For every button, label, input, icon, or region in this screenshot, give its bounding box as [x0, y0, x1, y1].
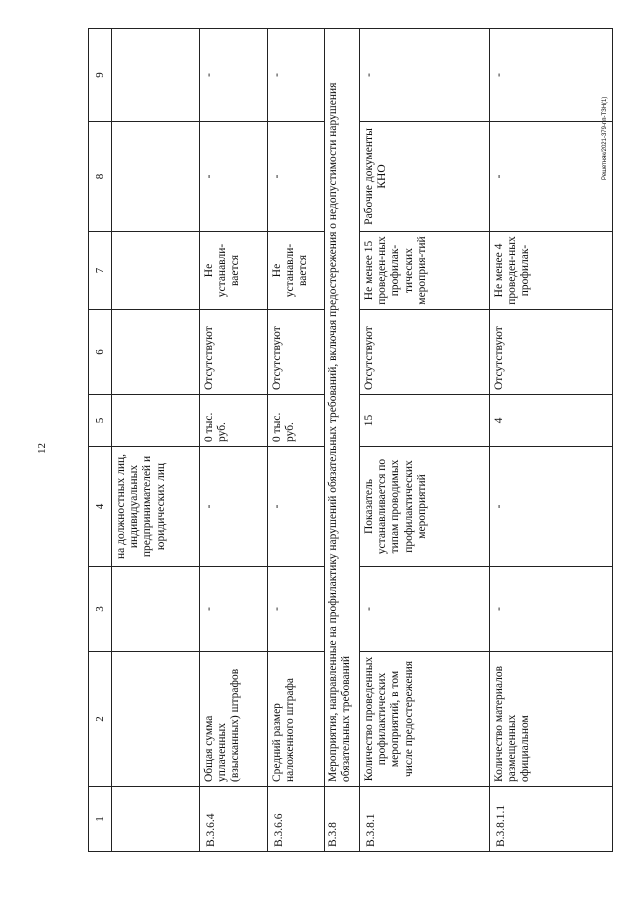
table-cell: Не менее 4 проведен-ных профилак-: [490, 232, 613, 310]
table-cell: -: [200, 122, 268, 232]
indicator-name: Количество проведенных профилактических мероприятий, в том числе предостережения: [360, 652, 490, 787]
column-number: 7: [89, 232, 112, 310]
table-row: [268, 29, 325, 852]
table-cell: -: [268, 29, 325, 122]
table-cell: [112, 29, 200, 122]
table-cell: [112, 787, 200, 852]
table-cell: -: [200, 29, 268, 122]
table-cell: -: [268, 447, 325, 567]
table-row: [112, 29, 200, 852]
column-number: 2: [89, 652, 112, 787]
table-cell: Отсутствуют: [268, 310, 325, 395]
table-cell: Рабочие документы КНО: [360, 122, 490, 232]
table-row: [490, 29, 613, 852]
table-cell: 0 тыс. руб.: [200, 395, 268, 447]
header-row: [89, 29, 112, 852]
rotated-table-wrapper: [88, 29, 613, 852]
table-cell: Отсутствуют: [200, 310, 268, 395]
indicator-name: Количество материалов размещенных официальном: [490, 652, 613, 787]
page-number: 12: [36, 443, 48, 454]
row-code: В.3.8: [325, 787, 360, 852]
table-cell: -: [490, 29, 613, 122]
table-row: [200, 29, 268, 852]
table-cell: 0 тыс. руб.: [268, 395, 325, 447]
table-cell: на должностных лиц, индивидуальных предпринимателей и юридических лиц: [112, 447, 200, 567]
row-code: В.3.8.1: [360, 787, 490, 852]
column-number: 5: [89, 395, 112, 447]
column-number: 4: [89, 447, 112, 567]
table-cell: [112, 122, 200, 232]
column-number: 3: [89, 567, 112, 652]
table-cell: -: [490, 567, 613, 652]
table-row: [360, 29, 490, 852]
table-cell: Не устанавли-вается: [268, 232, 325, 310]
table-cell: [112, 310, 200, 395]
table-cell: Не менее 15 проведен-ных профилак-тических мероприя-тий: [360, 232, 490, 310]
table-cell: [112, 567, 200, 652]
column-number: 8: [89, 122, 112, 232]
table-cell: -: [360, 567, 490, 652]
column-number: 6: [89, 310, 112, 395]
table-cell: -: [268, 122, 325, 232]
table-cell: -: [490, 122, 613, 232]
table-cell: -: [360, 29, 490, 122]
row-code: В.3.6.4: [200, 787, 268, 852]
table-cell: [112, 232, 200, 310]
section-title: Мероприятия, направленные на профилактику нарушений обязательных требований, включая предостережения о недопустимости нарушения обязательных требований: [325, 29, 360, 787]
table-cell: 15: [360, 395, 490, 447]
table-cell: -: [490, 447, 613, 567]
section-row: [325, 29, 360, 852]
document-reference: Решетняк/2021-379-пп-ТЗН(1): [602, 96, 608, 180]
table-cell: Отсутствуют: [360, 310, 490, 395]
column-number: 9: [89, 29, 112, 122]
table-cell: Отсутствуют: [490, 310, 613, 395]
table-cell: Не устанавли-вается: [200, 232, 268, 310]
column-number: 1: [89, 787, 112, 852]
indicator-name: Общая сумма уплаченных (взысканных) штрафов: [200, 652, 268, 787]
table-cell: -: [200, 567, 268, 652]
table-cell: -: [268, 567, 325, 652]
indicator-name: Средний размер наложенного штрафа: [268, 652, 325, 787]
indicators-table: [88, 28, 613, 852]
table-cell: [112, 395, 200, 447]
table-cell: [112, 652, 200, 787]
table-cell: 4: [490, 395, 613, 447]
table-cell: -: [200, 447, 268, 567]
row-code: В.3.8.1.1: [490, 787, 613, 852]
row-code: В.3.6.6: [268, 787, 325, 852]
table-cell: Показатель устанавливается по типам проводимых профилактических мероприятий: [360, 447, 490, 567]
